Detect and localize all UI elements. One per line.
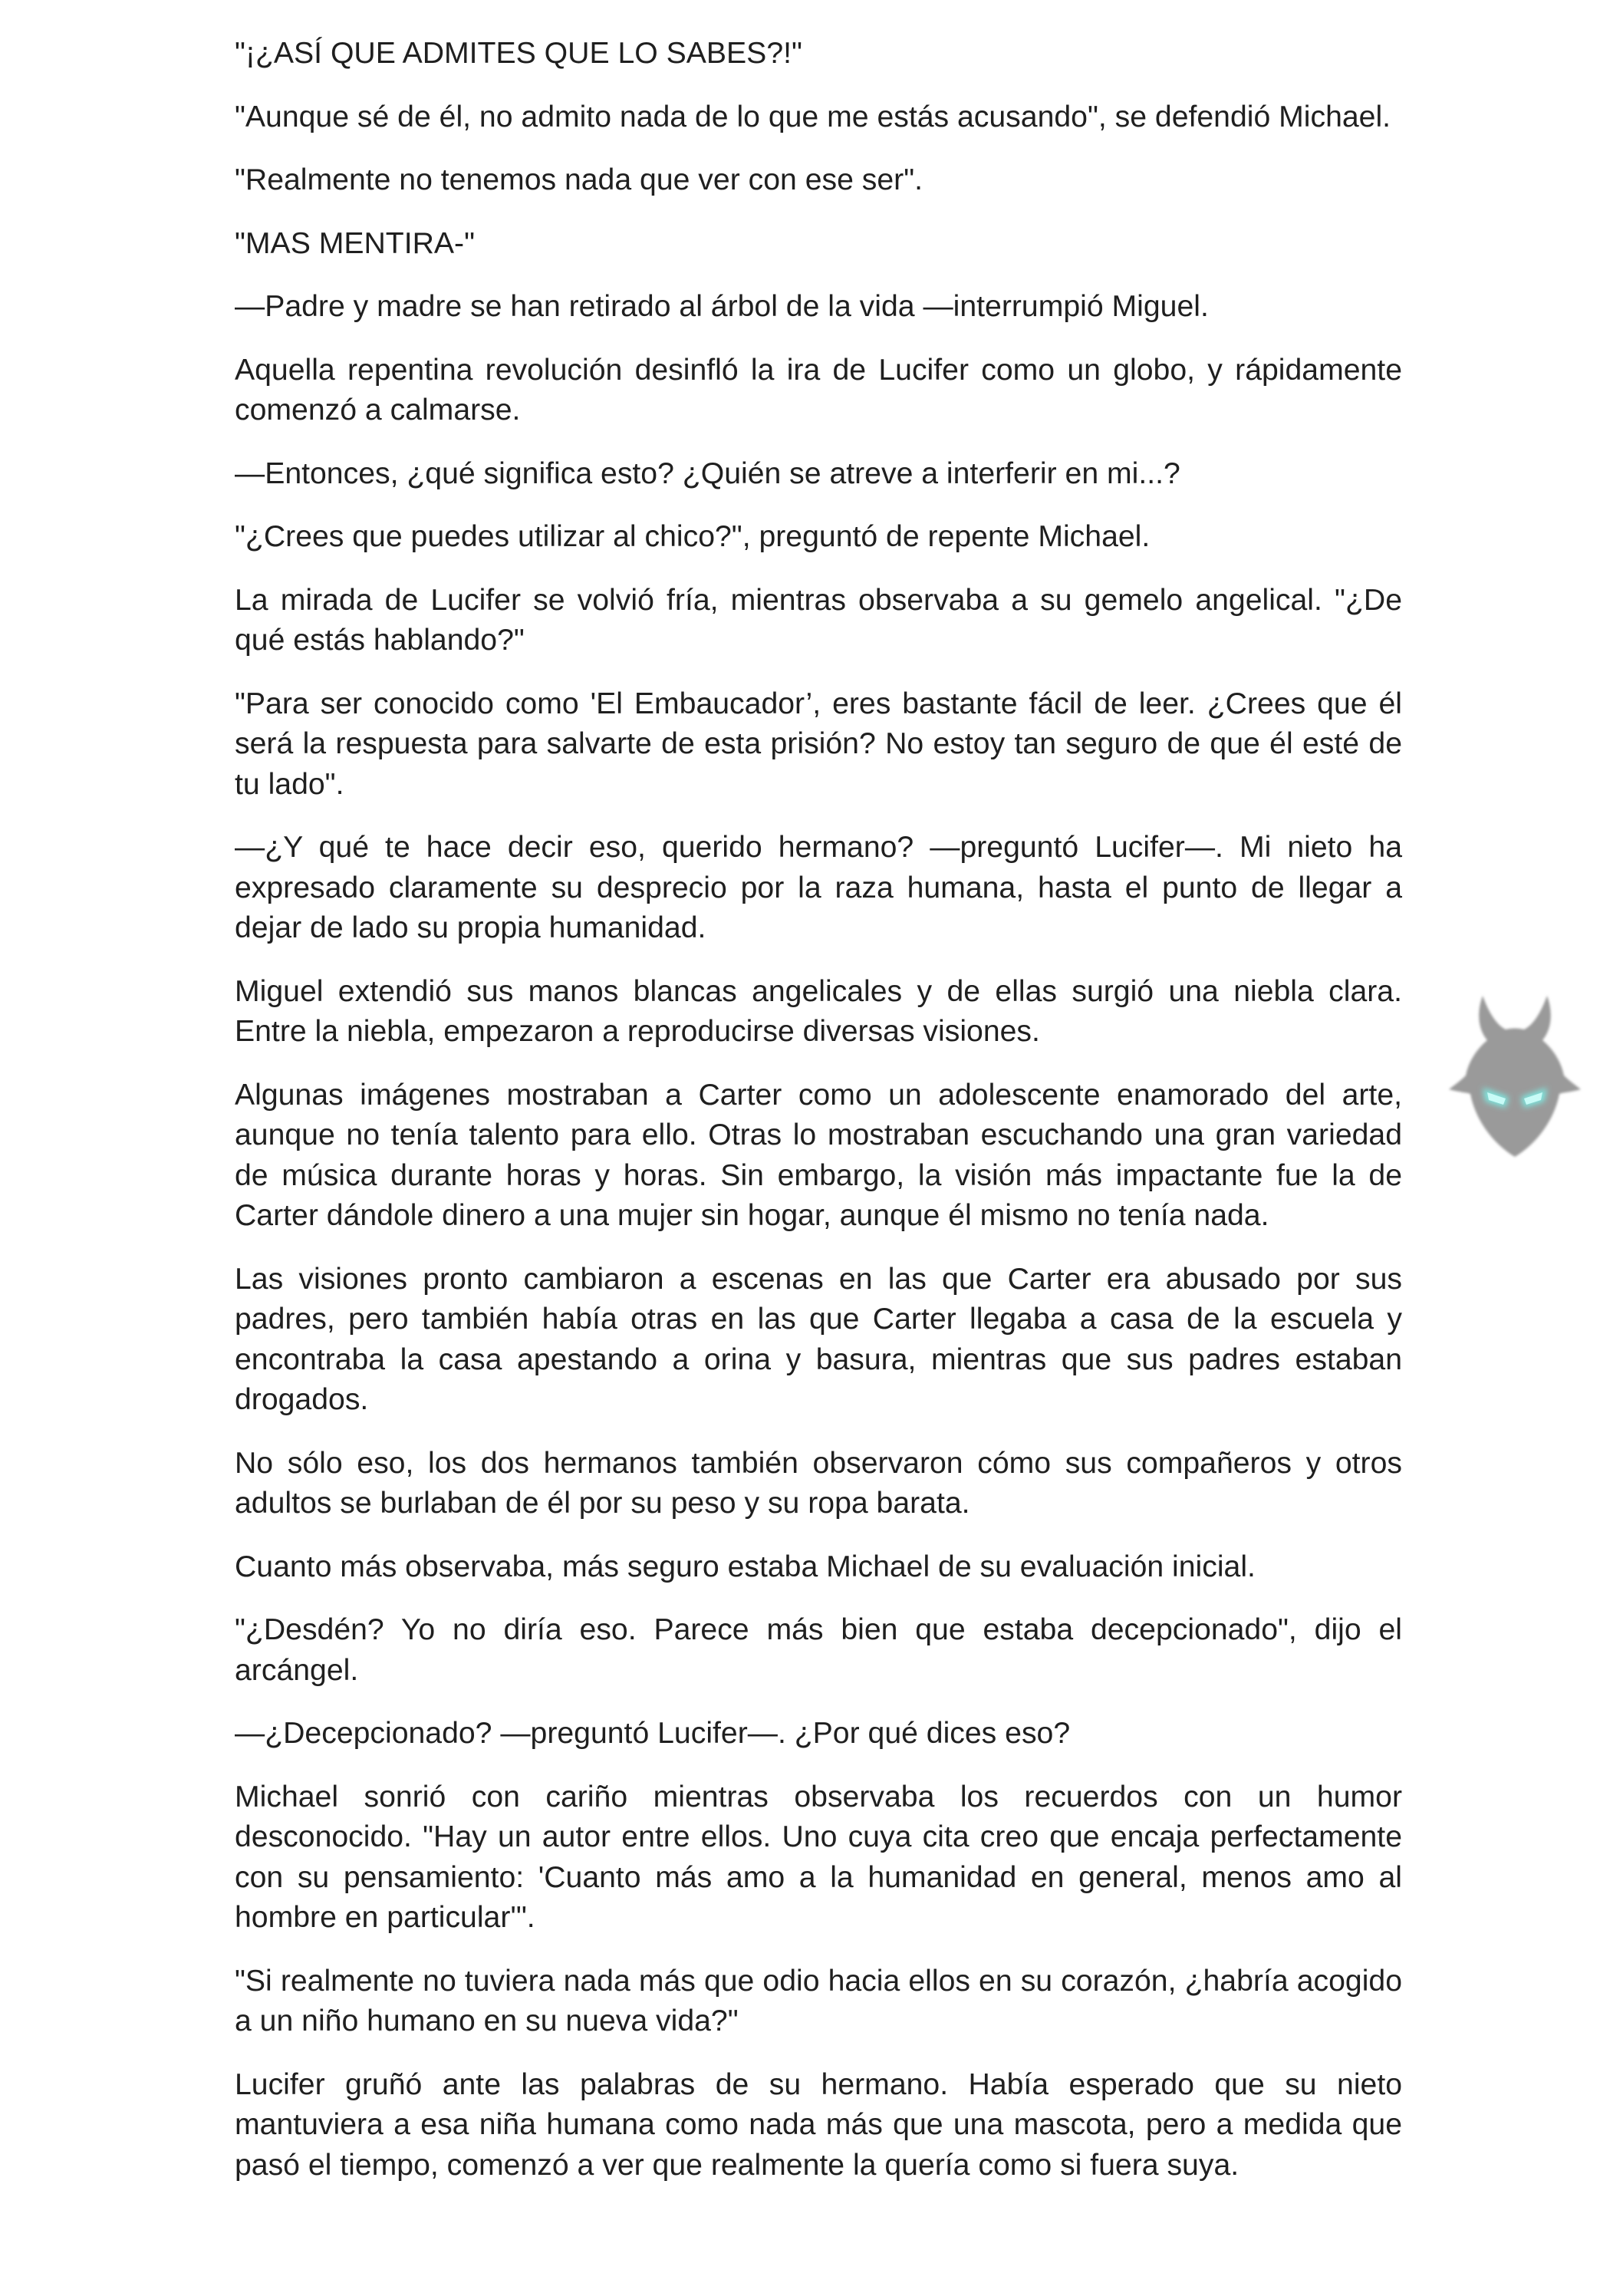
paragraph: Miguel extendió sus manos blancas angelicales y de ellas surgió una niebla clara. Entre la niebla, empezaron a reproducirse diversas visiones. bbox=[235, 974, 1402, 1048]
paragraph: "¡¿ASÍ QUE ADMITES QUE LO SABES?!" bbox=[235, 37, 802, 70]
demon-head-icon bbox=[1438, 990, 1592, 1166]
paragraph: La mirada de Lucifer se volvió fría, mientras observaba a su gemelo angelical. "¿De qué estás hablando?" bbox=[235, 583, 1402, 657]
paragraph: Aquella repentina revolución desinfló la ira de Lucifer como un globo, y rápidamente comenzó a calmarse. bbox=[235, 353, 1402, 427]
paragraph: "MAS MENTIRA-" bbox=[235, 226, 476, 260]
paragraph: —Entonces, ¿qué significa esto? ¿Quién se atreve a interferir en mi...? bbox=[235, 456, 1180, 490]
paragraph: "Realmente no tenemos nada que ver con ese ser". bbox=[235, 163, 923, 196]
paragraph: Michael sonrió con cariño mientras observaba los recuerdos con un humor desconocido. "Hay un autor entre ellos. Uno cuya cita creo que encaja perfectamente con su pensamiento: 'Cuanto más amo a la humanidad en general, menos amo al hombre en particular'". bbox=[235, 1780, 1402, 1934]
paragraph: "Si realmente no tuviera nada más que odio hacia ellos en su corazón, ¿habría acogido a un niño humano en su nueva vida?" bbox=[235, 1964, 1402, 2037]
paragraph: "Para ser conocido como 'El Embaucador’, eres bastante fácil de leer. ¿Crees que él será la respuesta para salvarte de esta prisión? No estoy tan seguro de que él esté de tu lado". bbox=[235, 687, 1402, 801]
paragraph: Lucifer gruñó ante las palabras de su hermano. Había esperado que su nieto mantuviera a esa niña humana como nada más que una mascota, pero a medida que pasó el tiempo, comenzó a ver que realmente la quería como si fuera suya. bbox=[235, 2067, 1402, 2182]
paragraph: No sólo eso, los dos hermanos también observaron cómo sus compañeros y otros adultos se burlaban de él por su peso y su ropa barata. bbox=[235, 1446, 1402, 1520]
paragraph: "¿Crees que puedes utilizar al chico?", preguntó de repente Michael. bbox=[235, 520, 1151, 553]
paragraph: —Padre y madre se han retirado al árbol de la vida —interrumpió Miguel. bbox=[235, 290, 1209, 323]
paragraph: Algunas imágenes mostraban a Carter como un adolescente enamorado del arte, aunque no tenía talento para ello. Otras lo mostraban escuchando una gran variedad de música durante horas y horas. Sin embargo, la visión más impactante fue la de Carter dándole dinero a una mujer sin hogar, aunque él mismo no tenía nada. bbox=[235, 1078, 1402, 1232]
paragraph: "Aunque sé de él, no admito nada de lo que me estás acusando", se defendió Michael. bbox=[235, 100, 1391, 133]
paragraph: Las visiones pronto cambiaron a escenas en las que Carter era abusado por sus padres, pero también había otras en las que Carter llegaba a casa de la escuela y encontraba la casa apestando a orina y basura, mientras que sus padres estaban drogados. bbox=[235, 1262, 1402, 1416]
paragraph: —¿Decepcionado? —preguntó Lucifer—. ¿Por qué dices eso? bbox=[235, 1717, 1071, 1750]
document-body bbox=[235, 34, 1402, 2209]
paragraph: "¿Desdén? Yo no diría eso. Parece más bien que estaba decepcionado", dijo el arcángel. bbox=[235, 1613, 1402, 1687]
paragraph: Cuanto más observaba, más seguro estaba Michael de su evaluación inicial. bbox=[235, 1550, 1256, 1583]
paragraph: —¿Y qué te hace decir eso, querido hermano? —preguntó Lucifer—. Mi nieto ha expresado claramente su desprecio por la raza humana, hasta el punto de llegar a dejar de lado su propia humanidad. bbox=[235, 831, 1402, 944]
